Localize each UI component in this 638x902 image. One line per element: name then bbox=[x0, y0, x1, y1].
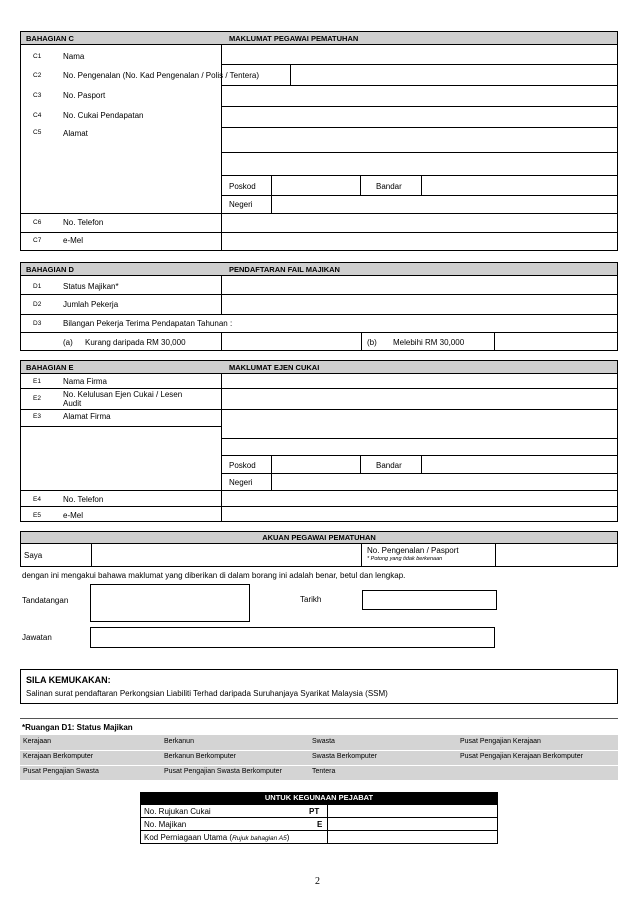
section-c-title: BAHAGIAN C bbox=[26, 34, 74, 43]
code-e5: E5 bbox=[33, 512, 41, 519]
label-e-bandar: Bandar bbox=[376, 461, 402, 470]
code-e1: E1 bbox=[33, 378, 41, 385]
section-e-header bbox=[20, 360, 618, 374]
section-e-title: BAHAGIAN E bbox=[26, 363, 74, 372]
section-c-subtitle: MAKLUMAT PEGAWAI PEMATUHAN bbox=[229, 34, 359, 43]
label-no-telefon: No. Telefon bbox=[63, 218, 104, 227]
label-no-majikan: No. Majikan bbox=[144, 820, 187, 829]
akuan-header bbox=[20, 531, 618, 544]
opt-b-code: (b) bbox=[367, 338, 377, 347]
label-e-poskod: Poskod bbox=[229, 461, 256, 470]
section-d-body bbox=[20, 276, 618, 351]
kegunaan-body bbox=[140, 805, 498, 844]
status-kerajaan: Kerajaan bbox=[23, 738, 52, 745]
label-status-majikan: Status Majikan* bbox=[63, 282, 119, 291]
kegunaan-title: UNTUK KEGUNAAN PEJABAT bbox=[264, 793, 374, 802]
opt-a-code: (a) bbox=[63, 338, 73, 347]
label-nama-firma: Nama Firma bbox=[63, 377, 108, 386]
status-berkanun: Berkanun bbox=[164, 738, 194, 745]
code-e: E bbox=[317, 820, 323, 829]
status-swasta: Swasta bbox=[312, 738, 335, 745]
code-c6: C6 bbox=[33, 219, 42, 226]
label-nama: Nama bbox=[63, 52, 85, 61]
label-id-pasport: No. Pengenalan / Pasport bbox=[367, 546, 459, 555]
status-swasta-berkomputer: Swasta Berkomputer bbox=[312, 753, 377, 760]
status-pusat-swasta: Pusat Pengajian Swasta bbox=[23, 768, 99, 775]
note-potong: * Potong yang tidak berkenaan bbox=[367, 556, 443, 562]
code-pt: PT bbox=[309, 807, 320, 816]
status-pusat-kerajaan: Pusat Pengajian Kerajaan bbox=[460, 738, 541, 745]
label-no-kelulusan-2: Audit bbox=[63, 399, 82, 408]
label-saya: Saya bbox=[24, 551, 43, 560]
code-c4: C4 bbox=[33, 112, 42, 119]
ruangan-title: *Ruangan D1: Status Majikan bbox=[22, 723, 133, 732]
label-negeri: Negeri bbox=[229, 200, 253, 209]
label-tarikh: Tarikh bbox=[300, 595, 322, 604]
label-e-emel: e-Mel bbox=[63, 511, 84, 520]
code-e2: E2 bbox=[33, 395, 41, 402]
signature-box[interactable] bbox=[90, 584, 250, 622]
kod-perniagaan-ref: Rujuk bahagian A5 bbox=[232, 835, 287, 842]
section-d-header bbox=[20, 262, 618, 276]
section-e-body bbox=[20, 374, 618, 522]
status-pusat-kerajaan-berkomputer: Pusat Pengajian Kerajaan Berkomputer bbox=[460, 753, 583, 760]
opt-b-label: Melebihi RM 30,000 bbox=[393, 338, 465, 347]
section-d-subtitle: PENDAFTARAN FAIL MAJIKAN bbox=[229, 265, 340, 274]
section-e-subtitle: MAKLUMAT EJEN CUKAI bbox=[229, 363, 320, 372]
status-tentera: Tentera bbox=[312, 768, 336, 775]
section-c-header bbox=[20, 31, 618, 45]
code-d3: D3 bbox=[33, 320, 42, 327]
status-kerajaan-berkomputer: Kerajaan Berkomputer bbox=[23, 753, 94, 760]
sila-box bbox=[20, 669, 618, 704]
label-poskod: Poskod bbox=[229, 182, 256, 191]
kod-perniagaan-end: ) bbox=[286, 833, 290, 842]
label-kod-perniagaan bbox=[144, 833, 289, 842]
code-c3: C3 bbox=[33, 92, 42, 99]
label-alamat: Alamat bbox=[63, 129, 88, 138]
label-no-cukai: No. Cukai Pendapatan bbox=[63, 111, 144, 120]
label-no-pasport: No. Pasport bbox=[63, 91, 106, 100]
code-c1: C1 bbox=[33, 53, 42, 60]
label-bilangan-pekerja: Bilangan Pekerja Terima Pendapatan Tahunan : bbox=[63, 319, 233, 328]
code-d2: D2 bbox=[33, 301, 42, 308]
label-tandatangan: Tandatangan bbox=[22, 596, 69, 605]
date-box[interactable] bbox=[362, 590, 497, 610]
opt-a-label: Kurang daripada RM 30,000 bbox=[85, 338, 186, 347]
jawatan-box[interactable] bbox=[90, 627, 495, 648]
label-no-kelulusan: No. Kelulusan Ejen Cukai / Lesen bbox=[63, 390, 183, 399]
sila-title: SILA KEMUKAKAN: bbox=[26, 675, 111, 685]
kegunaan-header bbox=[140, 792, 498, 805]
akuan-body bbox=[20, 544, 618, 567]
label-jawatan: Jawatan bbox=[22, 633, 52, 642]
akuan-statement: dengan ini mengakui bahawa maklumat yang diberikan di dalam borang ini adalah benar, betul dan lengkap. bbox=[22, 571, 406, 580]
code-e3: E3 bbox=[33, 413, 41, 420]
label-e-telefon: No. Telefon bbox=[63, 495, 104, 504]
ruangan-table bbox=[20, 735, 618, 780]
code-e4: E4 bbox=[33, 496, 41, 503]
code-d1: D1 bbox=[33, 283, 42, 290]
label-e-negeri: Negeri bbox=[229, 478, 253, 487]
akuan-title: AKUAN PEGAWAI PEMATUHAN bbox=[262, 533, 376, 542]
page-number: 2 bbox=[315, 876, 320, 887]
label-bandar: Bandar bbox=[376, 182, 402, 191]
label-no-pengenalan: No. Pengenalan (No. Kad Pengenalan / Polis / Tentera) bbox=[63, 71, 259, 80]
status-berkanun-berkomputer: Berkanun Berkomputer bbox=[164, 753, 236, 760]
label-jumlah-pekerja: Jumlah Pekerja bbox=[63, 300, 119, 309]
status-pusat-swasta-berkomputer: Pusat Pengajian Swasta Berkomputer bbox=[164, 768, 282, 775]
section-c-body bbox=[20, 45, 618, 251]
section-d-title: BAHAGIAN D bbox=[26, 265, 74, 274]
kod-perniagaan-text: Kod Perniagaan Utama ( bbox=[144, 833, 233, 842]
label-emel: e-Mel bbox=[63, 236, 84, 245]
label-alamat-firma: Alamat Firma bbox=[63, 412, 111, 421]
code-c2: C2 bbox=[33, 72, 42, 79]
code-c5: C5 bbox=[33, 129, 42, 136]
label-no-rujukan: No. Rujukan Cukai bbox=[144, 807, 211, 816]
sila-text: Salinan surat pendaftaran Perkongsian Liabiliti Terhad daripada Suruhanjaya Syarikat Malaysia (SSM) bbox=[26, 689, 388, 698]
code-c7: C7 bbox=[33, 237, 42, 244]
